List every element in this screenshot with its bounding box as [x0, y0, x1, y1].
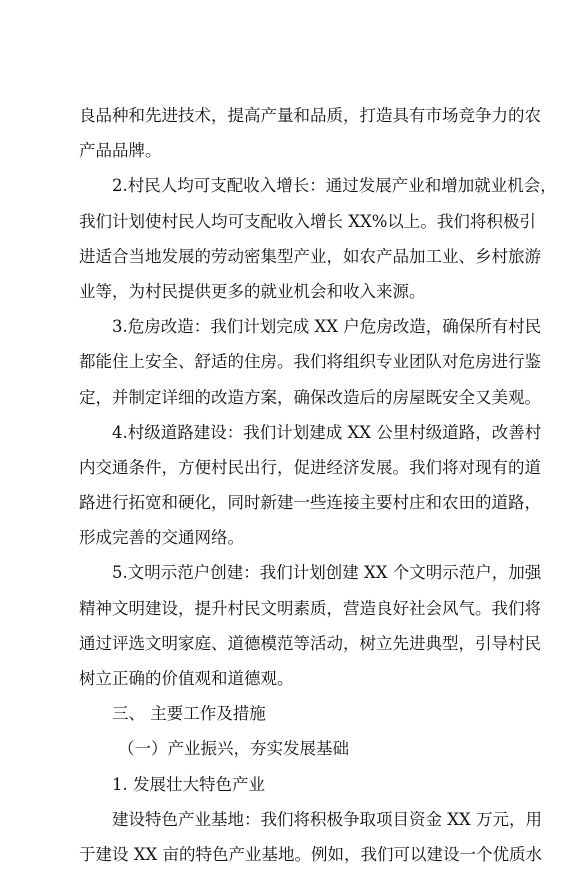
text-line: 通过评选文明家庭、道德模范等活动，树立先进典型，引导村民 — [79, 633, 541, 653]
document-body — [79, 98, 557, 872]
text-line: 都能住上安全、舒适的住房。我们将组织专业团队对危房进行鉴 — [79, 352, 541, 372]
text-line: 形成完善的交通网络。 — [79, 528, 244, 548]
text-line: 于建设 XX 亩的特色产业基地。例如，我们可以建设一个优质水 — [79, 844, 542, 864]
text-line: 精神文明建设，提升村民文明素质，营造良好社会风气。我们将 — [79, 598, 541, 618]
text-line: 5.文明示范户创建：我们计划创建 XX 个文明示范户，加强 — [112, 563, 542, 583]
text-line: 树立正确的价值观和道德观。 — [79, 669, 294, 688]
subsection-heading: （一）产业振兴，夯实发展基础 — [118, 739, 349, 759]
item-heading: 1. 发展壮大特色产业 — [112, 774, 265, 794]
text-line: 业等，为村民提供更多的就业机会和收入来源。 — [79, 281, 426, 301]
text-line: 产品品牌。 — [79, 141, 162, 161]
text-line: 我们计划使村民人均可支配收入增长 XX%以上。我们将积极引 — [79, 211, 536, 231]
text-line: 进适合当地发展的劳动密集型产业，如农产品加工业、乡村旅游 — [79, 246, 541, 266]
text-line: 4.村级道路建设：我们计划建成 XX 公里村级道路，改善村 — [112, 422, 542, 442]
text-line: 内交通条件，方便村民出行，促进经济发展。我们将对现有的道 — [79, 457, 541, 477]
text-line: 良品种和先进技术，提高产量和品质，打造具有市场竞争力的农 — [79, 106, 541, 125]
text-line: 路进行拓宽和硬化，同时新建一些连接主要村庄和农田的道路， — [79, 493, 541, 513]
text-line: 3.危房改造：我们计划完成 XX 户危房改造，确保所有村民 — [112, 317, 542, 337]
text-line: 建设特色产业基地：我们将积极争取项目资金 XX 万元，用 — [112, 809, 542, 829]
text-line: 2.村民人均可支配收入增长：通过发展产业和增加就业机会， — [112, 176, 557, 196]
text-line: 定，并制定详细的改造方案，确保改造后的房屋既安全又美观。 — [79, 387, 541, 407]
section-heading: 三、 主要工作及措施 — [112, 704, 266, 724]
